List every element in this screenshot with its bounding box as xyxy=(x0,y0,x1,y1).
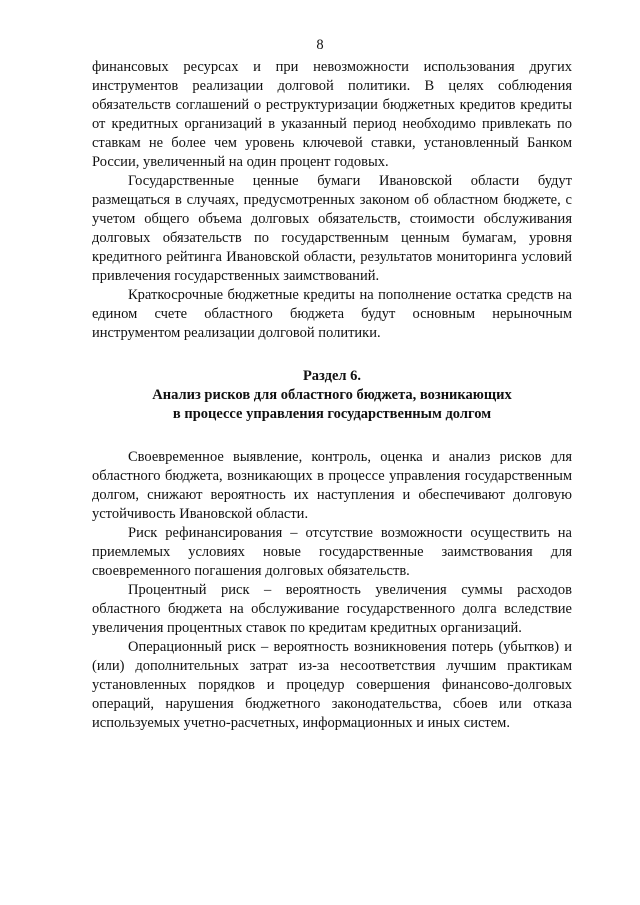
paragraph-refinancing-risk: Риск рефинансирования – отсутствие возможности осуществить на приемлемых условиях новые государственные заимствования для своевременного погашения долговых обязательств. xyxy=(92,525,572,579)
page-number: 8 xyxy=(316,37,324,53)
paragraph-interest-rate-risk: Процентный риск – вероятность увеличения суммы расходов областного бюджета на обслуживание государственного долга вследствие увеличения процентных ставок по кредитам кредитных организаций. xyxy=(92,582,572,636)
paragraph-operational-risk: Операционный риск – вероятность возникновения потерь (убытков) и (или) дополнительных затрат из-за несоответствия лучшим практикам установленных порядков и процедур совершения финансово-долговых операций, нарушения бюджетного законодательства, сбоев или отказа используемых учетно-расчетных, информационных и иных систем. xyxy=(92,639,572,731)
section-heading xyxy=(92,367,572,424)
paragraph-government-securities: Государственные ценные бумаги Ивановской области будут размещаться в случаях, предусмотренных законом об областном бюджете, с учетом общего объема долговых обязательств, стоимости обслуживания долговых обязательств по государственным ценным бумагам, уровня кредитного рейтинга Ивановской области, результатов мониторинга условий привлечения государственных заимствований. xyxy=(92,173,572,284)
paragraph-continuation: финансовых ресурсах и при невозможности использования других инструментов реализации долговой политики. В целях соблюдения обязательств соглашений о реструктуризации бюджетных кредитов кредиты от кредитных организаций в указанный период необходимо привлекать по ставкам не более чем уровень ключевой ставки, установленный Банком России, увеличенный на один процент годовых. xyxy=(92,59,572,170)
document-body xyxy=(92,58,572,733)
section-title-line-2: в процессе управления государственным долгом xyxy=(172,406,492,422)
section-title-line-1: Анализ рисков для областного бюджета, возникающих xyxy=(152,387,512,403)
paragraph-short-term-credits: Краткосрочные бюджетные кредиты на пополнение остатка средств на едином счете областного бюджета будут основным нерыночным инструментом реализации долговой политики. xyxy=(92,287,572,341)
paragraph-risk-analysis-intro: Своевременное выявление, контроль, оценка и анализ рисков для областного бюджета, возникающих в процессе управления государственным долгом, снижают вероятность их наступления и обеспечивают долговую устойчивость Ивановской области. xyxy=(92,449,572,522)
section-number: Раздел 6. xyxy=(302,368,362,384)
